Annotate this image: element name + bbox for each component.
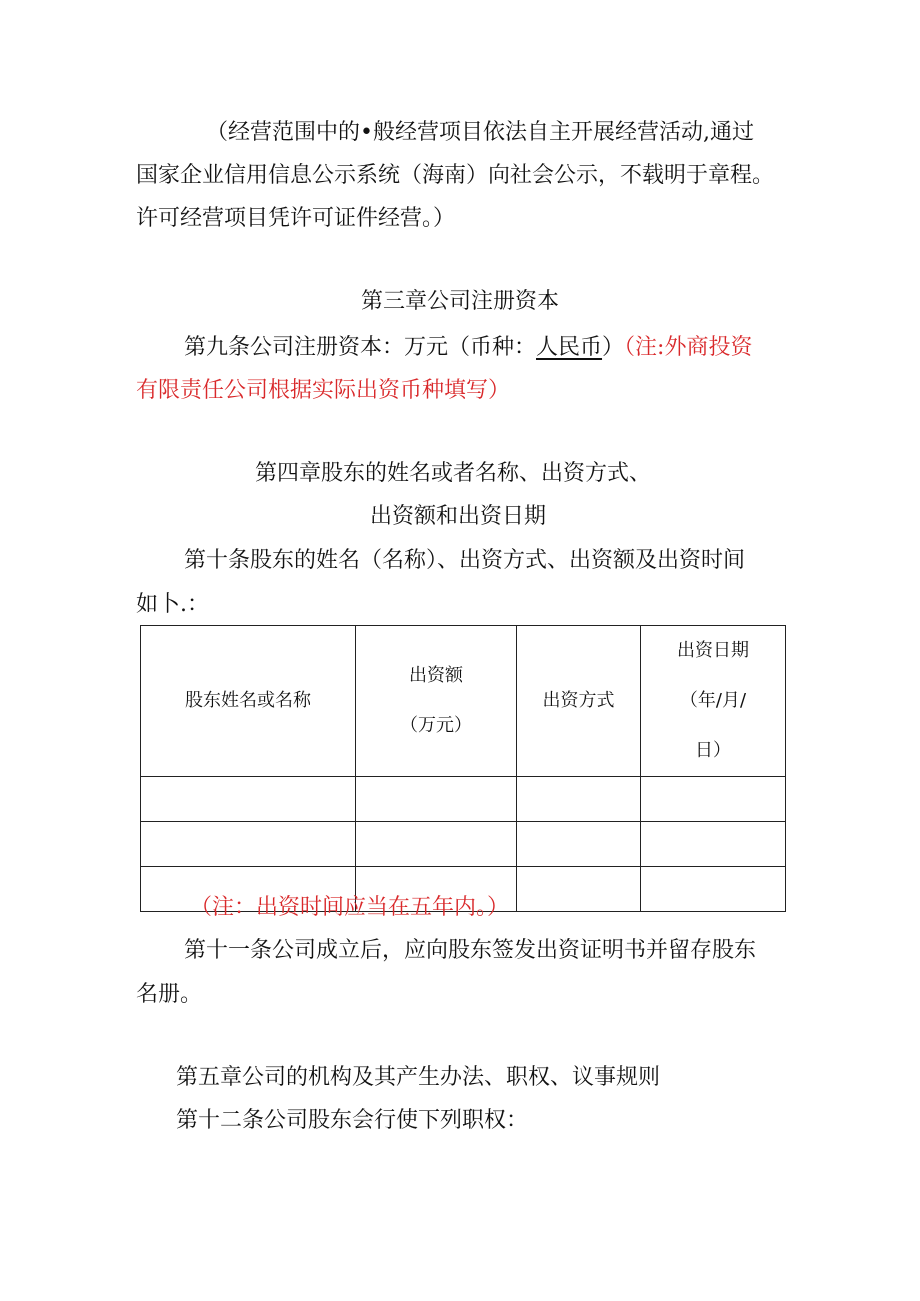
table-row [141, 822, 786, 867]
chapter-4-title-line-2: 出资额和出资日期 [370, 504, 547, 529]
article-9-note-line-2: 有限责任公司根据实际出资币种填写） [136, 378, 511, 403]
table-cell [141, 822, 356, 867]
table-cell [356, 777, 517, 822]
article-12: 第十二条公司股东会行使下列职权： [176, 1108, 529, 1133]
table-row [141, 777, 786, 822]
table-cell [517, 777, 641, 822]
scope-note-line-2: 国家企业信用信息公示系统（海南）向社会公示，不载明于章程。 [136, 163, 775, 188]
currency-value: 人民币 [536, 335, 603, 360]
table-cell [641, 777, 786, 822]
scope-note-line-1: （经营范围中的•般经营项目依法自主开展经营活动,通过 [206, 120, 754, 145]
article-9-note-start: （注:外商投资 [624, 335, 753, 360]
shareholder-table [140, 625, 786, 912]
table-cell [641, 867, 786, 912]
article-11-line-2: 名册。 [136, 982, 203, 1007]
chapter-4-title-line-1: 第四章股东的姓名或者名称、出资方式、 [255, 461, 652, 486]
table-cell [517, 867, 641, 912]
article-9-suffix: ） [602, 335, 625, 360]
header-shareholder-name: 股东姓名或名称 [141, 626, 356, 777]
article-9-line-1 [184, 333, 752, 363]
header-contribution-date: 出资日期 （年/月/ 日） [641, 626, 786, 777]
table-note: （注：出资时间应当在五年内。） [190, 895, 510, 920]
article-10-line-2: 如卜.： [136, 592, 209, 617]
header-contribution-method: 出资方式 [517, 626, 641, 777]
header-contribution-amount: 出资额 （万元） [356, 626, 517, 777]
table-header-row [141, 626, 786, 777]
table-cell [641, 822, 786, 867]
scope-note-line-3: 许可经营项目凭许可证件经营。） [136, 206, 456, 231]
chapter-5-title: 第五章公司的机构及其产生办法、职权、议事规则 [176, 1065, 661, 1090]
article-9-prefix: 第九条公司注册资本：万元（币种： [184, 335, 537, 360]
chapter-3-title: 第三章公司注册资本 [360, 289, 559, 314]
table-cell [356, 822, 517, 867]
table-cell [517, 822, 641, 867]
article-10-line-1: 第十条股东的姓名（名称）、出资方式、出资额及出资时间 [184, 548, 746, 573]
table-cell [141, 777, 356, 822]
article-11-line-1: 第十一条公司成立后，应向股东签发出资证明书并留存股东 [184, 938, 757, 963]
